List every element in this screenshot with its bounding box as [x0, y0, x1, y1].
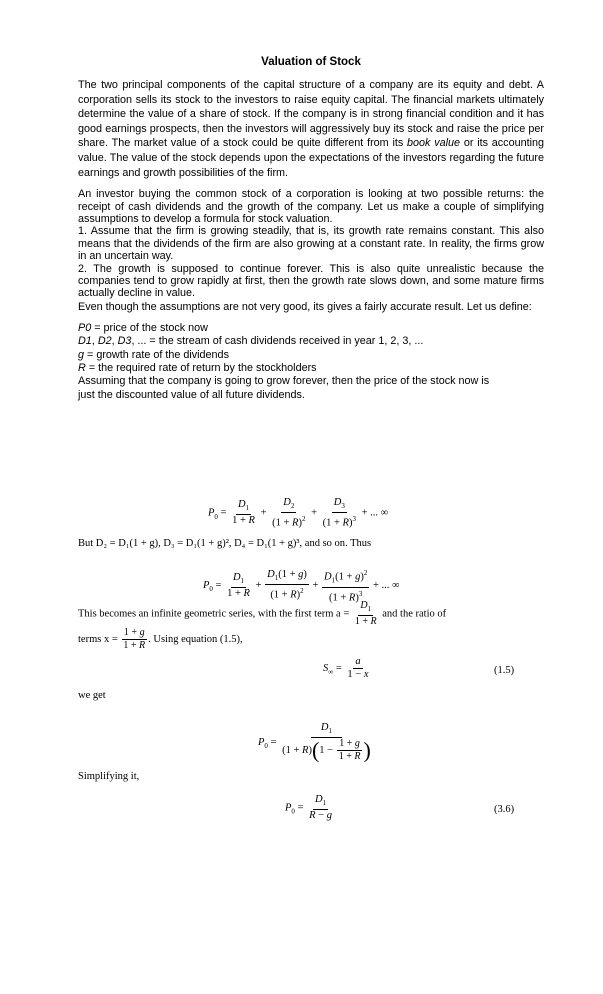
assumption-1: 1. Assume that the firm is growing steadily, that is, its growth rate remains constant. This also means that the dividends of the firm are also growing at a constant rate. In reality, the firms grow in an uncertain way. — [78, 225, 544, 263]
equation-series: $P_0$ = $\frac{D_1}{1 + R}$ + $\frac{D_2}{(1 + R)^2}$ + $\frac{D_3}{(1 + R)^3}$ + ... ∞ — [208, 497, 389, 529]
definition-r: R = the required rate of return by the stockholders — [78, 362, 317, 375]
intro-text-a: The two principal components of the capital structure of a company are its equity and debt. A corporation sells its stock to the investors to raise equity capital. The financial markets ultimately determine the value of a share of stock. If the company is in strong financial condition and it has good earnings prospects, then the investors will aggressively buy its stock and raise the price per share. The market value of a stock could be quite different from its — [78, 79, 544, 150]
equation-sum-infinity: $S_\infty$ = $\frac{a}{1 - x}$ — [323, 656, 369, 680]
definition-d: D1, D2, D3, ... = the stream of cash dividends received in year 1, 2, 3, ... — [78, 335, 424, 348]
assumption-line-1: Assuming that the company is going to grow forever, then the price of the stock now is — [78, 375, 490, 388]
equation-growth-series: $P_0$ = $\frac{D_1}{1 + R}$ + $\frac{D_1(1 + g)}{(1 + R)^2}$ + $\frac{D_1(1 + g)^2}{(1 + R)^3}$ + ... ∞ — [203, 569, 400, 604]
document-title: Valuation of Stock — [261, 56, 361, 68]
equation-derived: $P_0$ = $D_1$ (1 + R)(1 − $\frac{1 + g}{1 + R}$ ) — [258, 722, 371, 763]
but-line: But D₂ = D₁(1 + g), D₃ = D₁(1 + g)², D₄ = D₁(1 + g)³, and so on. Thus — [78, 538, 372, 549]
assumptions-block — [78, 188, 544, 314]
geometric-series-line: This becomes an infinite geometric series, with the first term a = $\frac{D_1}{1 + R}$ and the ratio of — [78, 600, 447, 627]
assumption-line-2: just the discounted value of all future dividends. — [78, 388, 305, 401]
define-line: Even though the assumptions are not very good, its gives a fairly accurate result. Let us define: — [78, 300, 532, 313]
simplifying-text: Simplifying it, — [78, 771, 140, 782]
we-get-text: we get — [78, 690, 106, 701]
intro-text-b: or its accounting value. The value of the stock depends upon the expectations of the investors regarding the future earnings and growth possibilities of the firm. — [78, 137, 545, 179]
document-page — [78, 56, 544, 402]
intro-paragraph — [78, 78, 544, 180]
definition-p0: P0 = price of the stock now — [78, 321, 208, 334]
returns-paragraph: An investor buying the common stock of a corporation is looking at two possible returns: the receipt of cash dividends and the growth of the company. Let us make a couple of simplifying assumptions to develop a formula for stock valuation. — [78, 188, 544, 225]
equation-gordon-growth: $P_0$ = $\frac{D_1}{R - g}$ — [285, 794, 332, 822]
definitions-list — [78, 322, 544, 402]
equation-number-1-5: (1.5) — [494, 665, 515, 676]
definition-g: g = growth rate of the dividends — [78, 348, 229, 361]
ratio-line: terms x = $\frac{1 + g}{1 + R}$ . Using equation (1.5), — [78, 627, 243, 651]
equation-number-3-6: (3.6) — [494, 804, 515, 815]
book-value-emphasis: book value — [407, 137, 461, 150]
assumption-2: 2. The growth is supposed to continue forever. This is also quite unrealistic because the companies tend to grow rapidly at first, then the growth rate slows down, and some mature firms actually decline in value. — [78, 262, 544, 300]
